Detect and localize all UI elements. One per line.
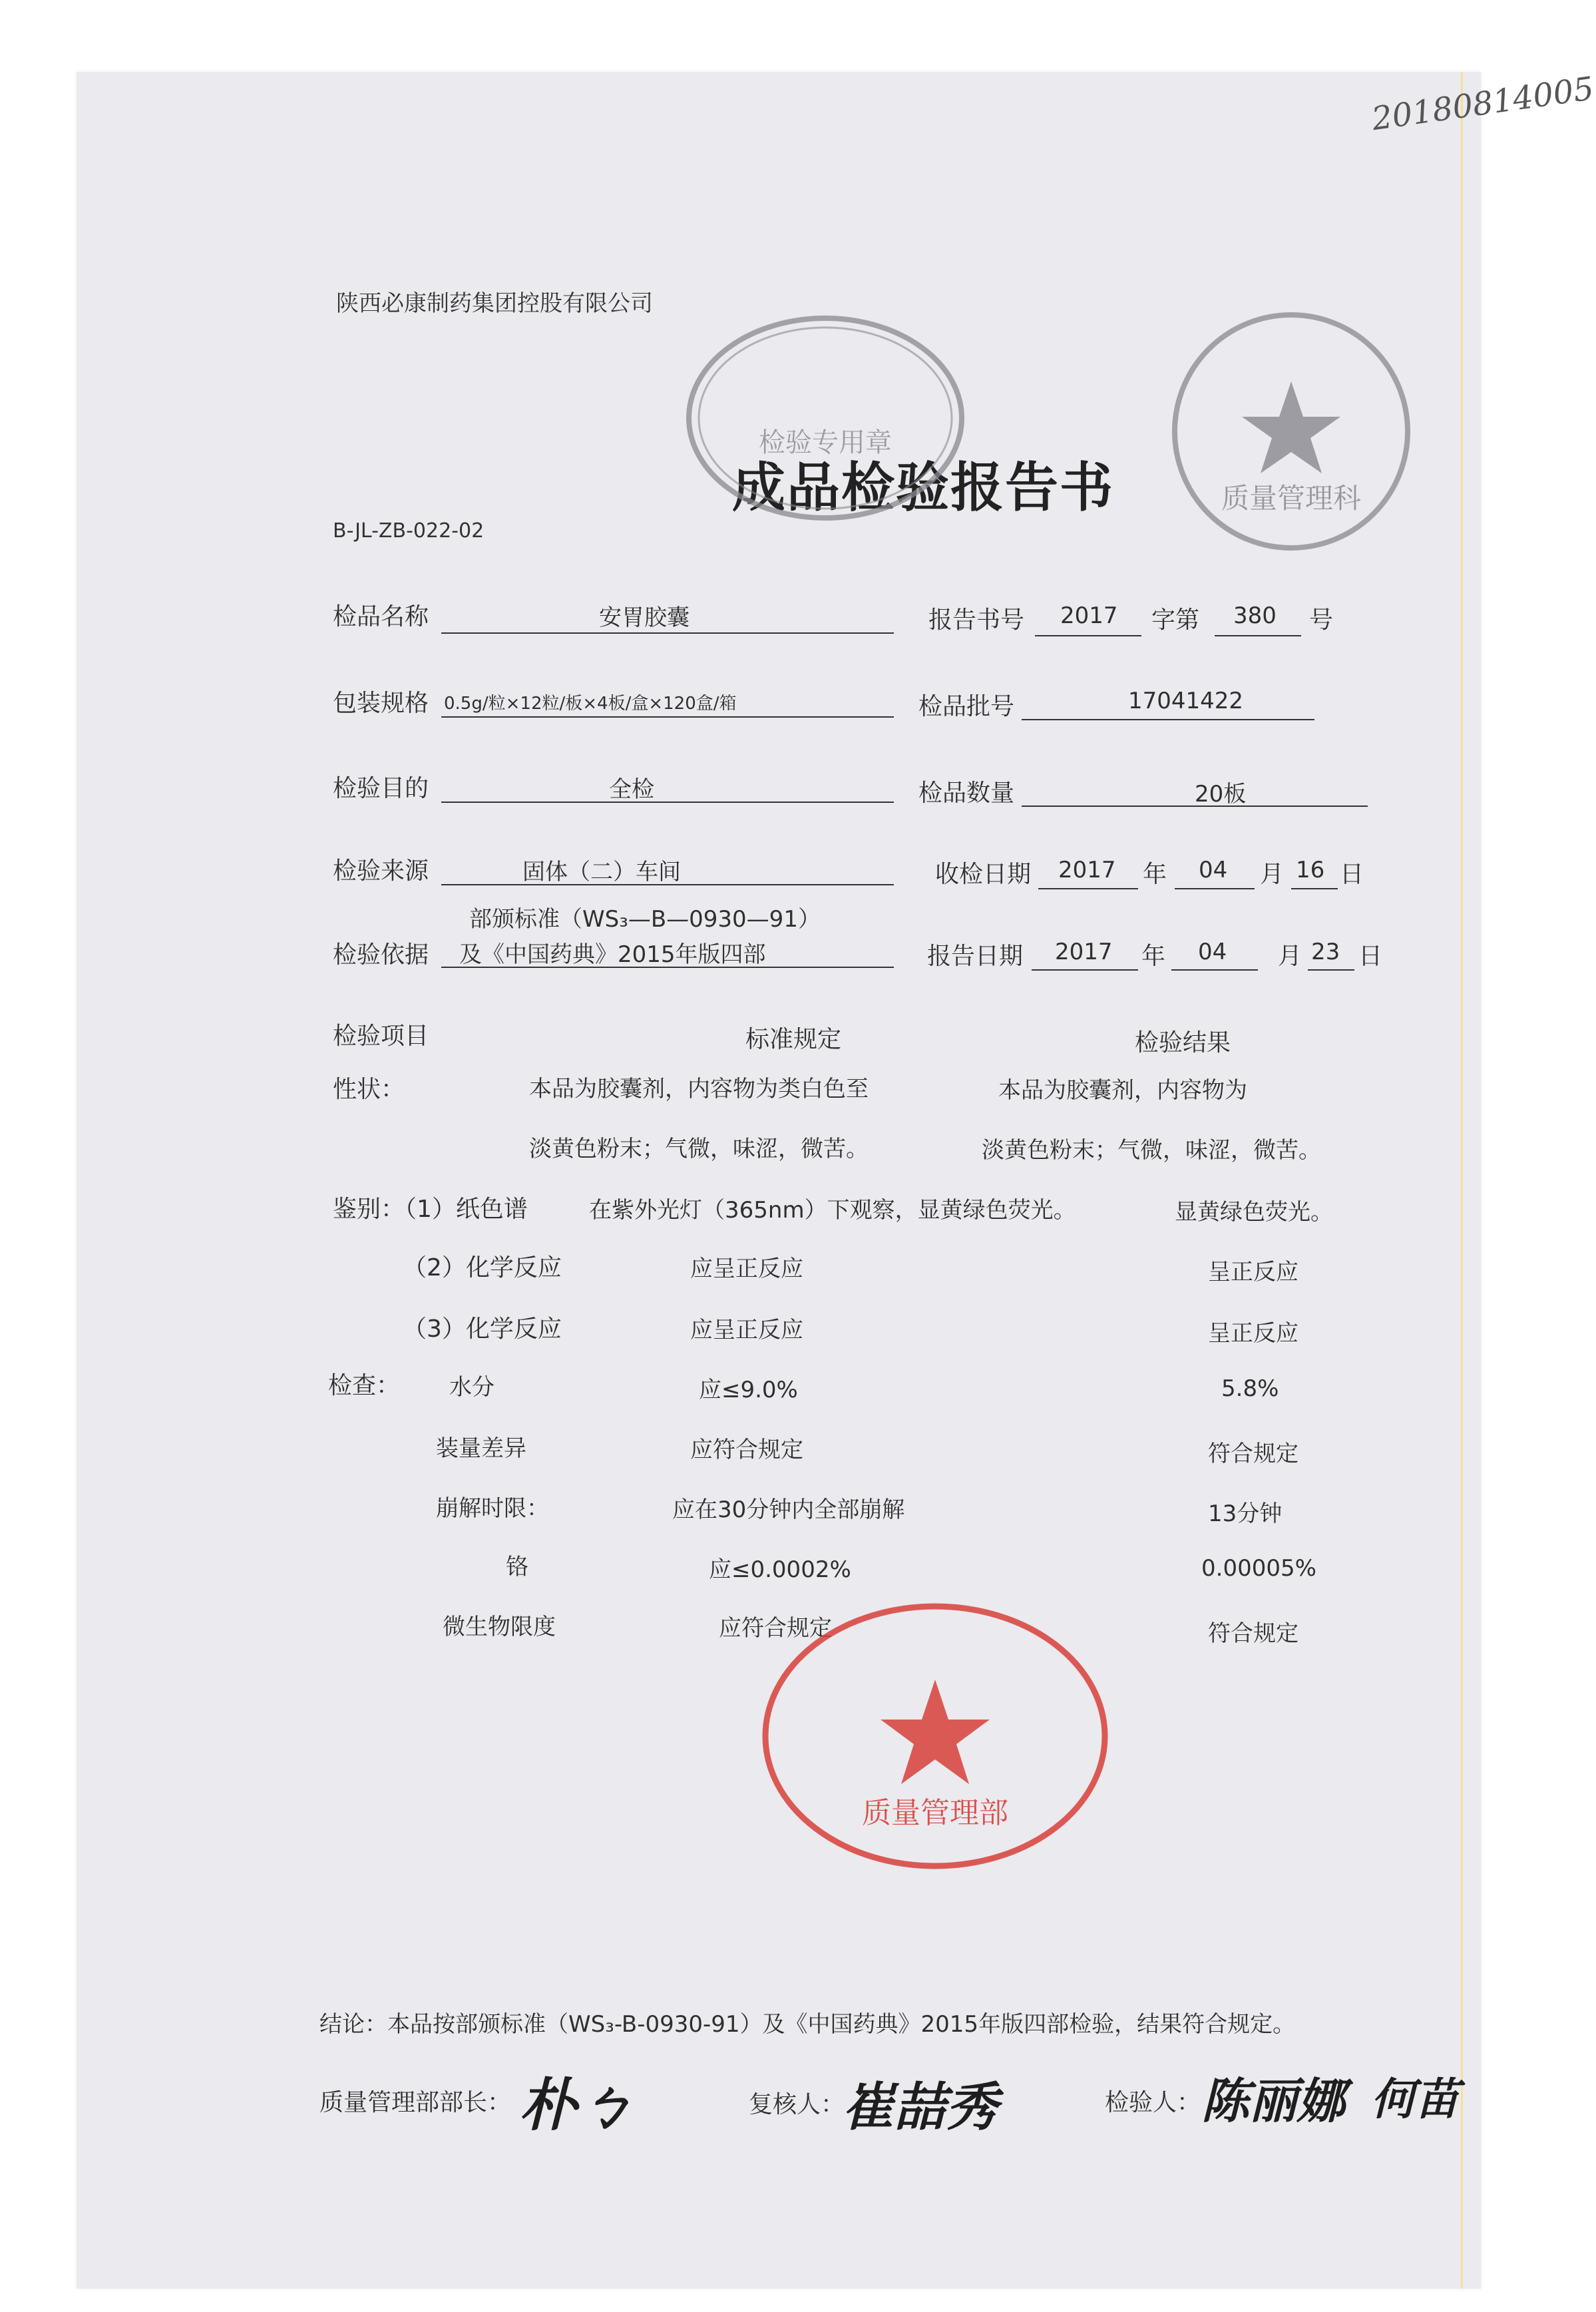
reviewer-signature: 崔喆秀 bbox=[842, 2077, 998, 2138]
stamp2-bottom-text: 质量管理科 bbox=[1221, 482, 1362, 515]
document-code: B-JL-ZB-022-02 bbox=[333, 519, 485, 543]
baokang-pharma-stamp bbox=[742, 1590, 1128, 1883]
source-label: 检验来源 bbox=[333, 857, 429, 885]
qa-head-signature: 朴ㄅ bbox=[519, 2072, 634, 2139]
jianbie-3-item: （3）化学反应 bbox=[403, 1315, 562, 1343]
received-day-underline bbox=[1291, 888, 1338, 889]
jianbie-1-res: 显黄绿色荧光。 bbox=[1175, 1199, 1333, 1226]
qa-head-label: 质量管理部部长： bbox=[319, 2089, 512, 2116]
purpose-underline bbox=[441, 802, 894, 803]
stamp1-bottom-text: 检验专用章 bbox=[759, 427, 892, 458]
product-name-underline bbox=[441, 632, 894, 634]
conclusion-text: 结论：本品按部颁标准（WS₃-B-0930-91）及《中国药典》2015年版四部检验，结果符合规定。 bbox=[319, 2011, 1296, 2038]
basis-line-1: 部颁标准（WS₃—B—0930—91） bbox=[469, 906, 821, 933]
check-std-fill-weight: 应符合规定 bbox=[690, 1437, 803, 1463]
check-std-water: 应≤9.0% bbox=[699, 1377, 798, 1403]
col-result-header: 检验结果 bbox=[1135, 1029, 1231, 1056]
company-name: 陕西必康制药集团控股有限公司 bbox=[336, 290, 653, 317]
jianbie-2-item: （2）化学反应 bbox=[403, 1254, 562, 1281]
report-num-value: 380 bbox=[1233, 602, 1277, 629]
check-res-water: 5.8% bbox=[1221, 1375, 1279, 1402]
inspector-signature-2: 何苗 bbox=[1371, 2073, 1459, 2125]
received-year-underline bbox=[1038, 888, 1138, 889]
check-res-disintegration: 13分钟 bbox=[1208, 1501, 1283, 1527]
check-std-disintegration: 应在30分钟内全部崩解 bbox=[672, 1497, 905, 1523]
report-date-ri: 日 bbox=[1358, 943, 1383, 970]
basis-label: 检验依据 bbox=[333, 941, 429, 969]
lab-inspection-stamp bbox=[679, 305, 972, 531]
col-item-header: 检验项目 bbox=[333, 1023, 429, 1050]
xingzhuang-label: 性状： bbox=[333, 1076, 405, 1103]
jianbie-3-res: 呈正反应 bbox=[1208, 1320, 1298, 1347]
report-num-underline bbox=[1215, 635, 1301, 636]
jianbie-1-item: 鉴别：（1）纸色谱 bbox=[333, 1196, 528, 1223]
xingzhuang-std-1: 本品为胶囊剂，内容物为类白色至 bbox=[529, 1076, 869, 1102]
check-item-fill-weight: 装量差异 bbox=[436, 1435, 526, 1462]
check-res-chromium: 0.00005% bbox=[1201, 1555, 1316, 1582]
received-nian: 年 bbox=[1143, 861, 1167, 888]
jianbie-2-res: 呈正反应 bbox=[1208, 1259, 1298, 1285]
report-char-label: 字第 bbox=[1151, 606, 1200, 634]
received-day: 16 bbox=[1296, 857, 1325, 883]
jianbie-1-std: 在紫外光灯（365nm）下观察，显黄绿色荧光。 bbox=[589, 1197, 1076, 1224]
packaging-value: 0.5g/粒×12粒/板×4板/盒×120盒/箱 bbox=[444, 694, 737, 714]
batch-label: 检品批号 bbox=[918, 693, 1015, 720]
batch-value: 17041422 bbox=[1128, 688, 1244, 714]
product-name-label: 检品名称 bbox=[333, 603, 429, 630]
purpose-value: 全检 bbox=[609, 776, 654, 803]
packaging-label: 包装规格 bbox=[333, 690, 429, 717]
report-date-day-underline bbox=[1308, 969, 1354, 971]
check-item-chromium: 铬 bbox=[506, 1554, 528, 1580]
col-standard-header: 标准规定 bbox=[745, 1026, 842, 1053]
check-res-microbial: 符合规定 bbox=[1208, 1620, 1298, 1647]
report-date-nian: 年 bbox=[1141, 943, 1166, 970]
check-res-fill-weight: 符合规定 bbox=[1208, 1441, 1298, 1467]
batch-underline bbox=[1022, 719, 1314, 720]
received-ri: 日 bbox=[1340, 861, 1364, 888]
xingzhuang-res-1: 本品为胶囊剂，内容物为 bbox=[998, 1077, 1247, 1104]
report-date-year: 2017 bbox=[1055, 939, 1113, 965]
report-date-day: 23 bbox=[1311, 939, 1340, 965]
check-item-microbial: 微生物限度 bbox=[443, 1614, 556, 1640]
received-year: 2017 bbox=[1058, 857, 1116, 883]
received-month-underline bbox=[1175, 888, 1255, 889]
jianbie-2-std: 应呈正反应 bbox=[690, 1256, 803, 1282]
check-std-microbial: 应符合规定 bbox=[719, 1615, 832, 1642]
report-date-year-underline bbox=[1032, 969, 1138, 971]
packaging-underline bbox=[441, 716, 894, 718]
report-year-value: 2017 bbox=[1060, 602, 1118, 629]
report-date-month: 04 bbox=[1198, 939, 1227, 965]
report-year-underline bbox=[1035, 635, 1141, 636]
product-name-value: 安胃胶囊 bbox=[599, 604, 690, 631]
basis-line-2: 及《中国药典》2015年版四部 bbox=[459, 941, 766, 968]
check-item-disintegration: 崩解时限： bbox=[436, 1495, 549, 1522]
feixi-pharma-stamp bbox=[1145, 305, 1438, 558]
fold-line bbox=[1461, 72, 1463, 2289]
quantity-value: 20板 bbox=[1195, 781, 1247, 808]
document-page bbox=[77, 72, 1481, 2289]
report-date-month-underline bbox=[1171, 969, 1258, 971]
received-month: 04 bbox=[1199, 857, 1228, 883]
stamp3-bottom-text: 质量管理部 bbox=[862, 1796, 1008, 1830]
reviewer-label: 复核人： bbox=[749, 2091, 845, 2118]
report-no-label: 报告书号 bbox=[928, 606, 1025, 634]
purpose-label: 检验目的 bbox=[333, 775, 429, 802]
quantity-label: 检品数量 bbox=[918, 780, 1015, 807]
source-value: 固体（二）车间 bbox=[522, 859, 681, 885]
xingzhuang-res-2: 淡黄色粉末；气微，味涩，微苦。 bbox=[982, 1137, 1321, 1164]
report-date-yue: 月 bbox=[1278, 943, 1302, 970]
received-date-label: 收检日期 bbox=[935, 861, 1032, 888]
check-std-chromium: 应≤0.0002% bbox=[709, 1556, 851, 1583]
inspector-signature-1: 陈丽娜 bbox=[1201, 2072, 1346, 2129]
report-date-label: 报告日期 bbox=[927, 943, 1024, 970]
received-yue: 月 bbox=[1260, 861, 1285, 888]
inspector-label: 检验人： bbox=[1105, 2089, 1201, 2116]
xingzhuang-std-2: 淡黄色粉末；气微，味涩，微苦。 bbox=[529, 1136, 869, 1162]
report-title: 成品检验报告书 bbox=[732, 457, 1114, 519]
jianbie-3-std: 应呈正反应 bbox=[690, 1317, 803, 1343]
check-item-water: 水分 bbox=[449, 1374, 495, 1401]
handwritten-archive-number: 20180814005 bbox=[1369, 69, 1596, 138]
jiancha-label: 检查： bbox=[328, 1372, 401, 1399]
report-hao-label: 号 bbox=[1309, 606, 1334, 634]
